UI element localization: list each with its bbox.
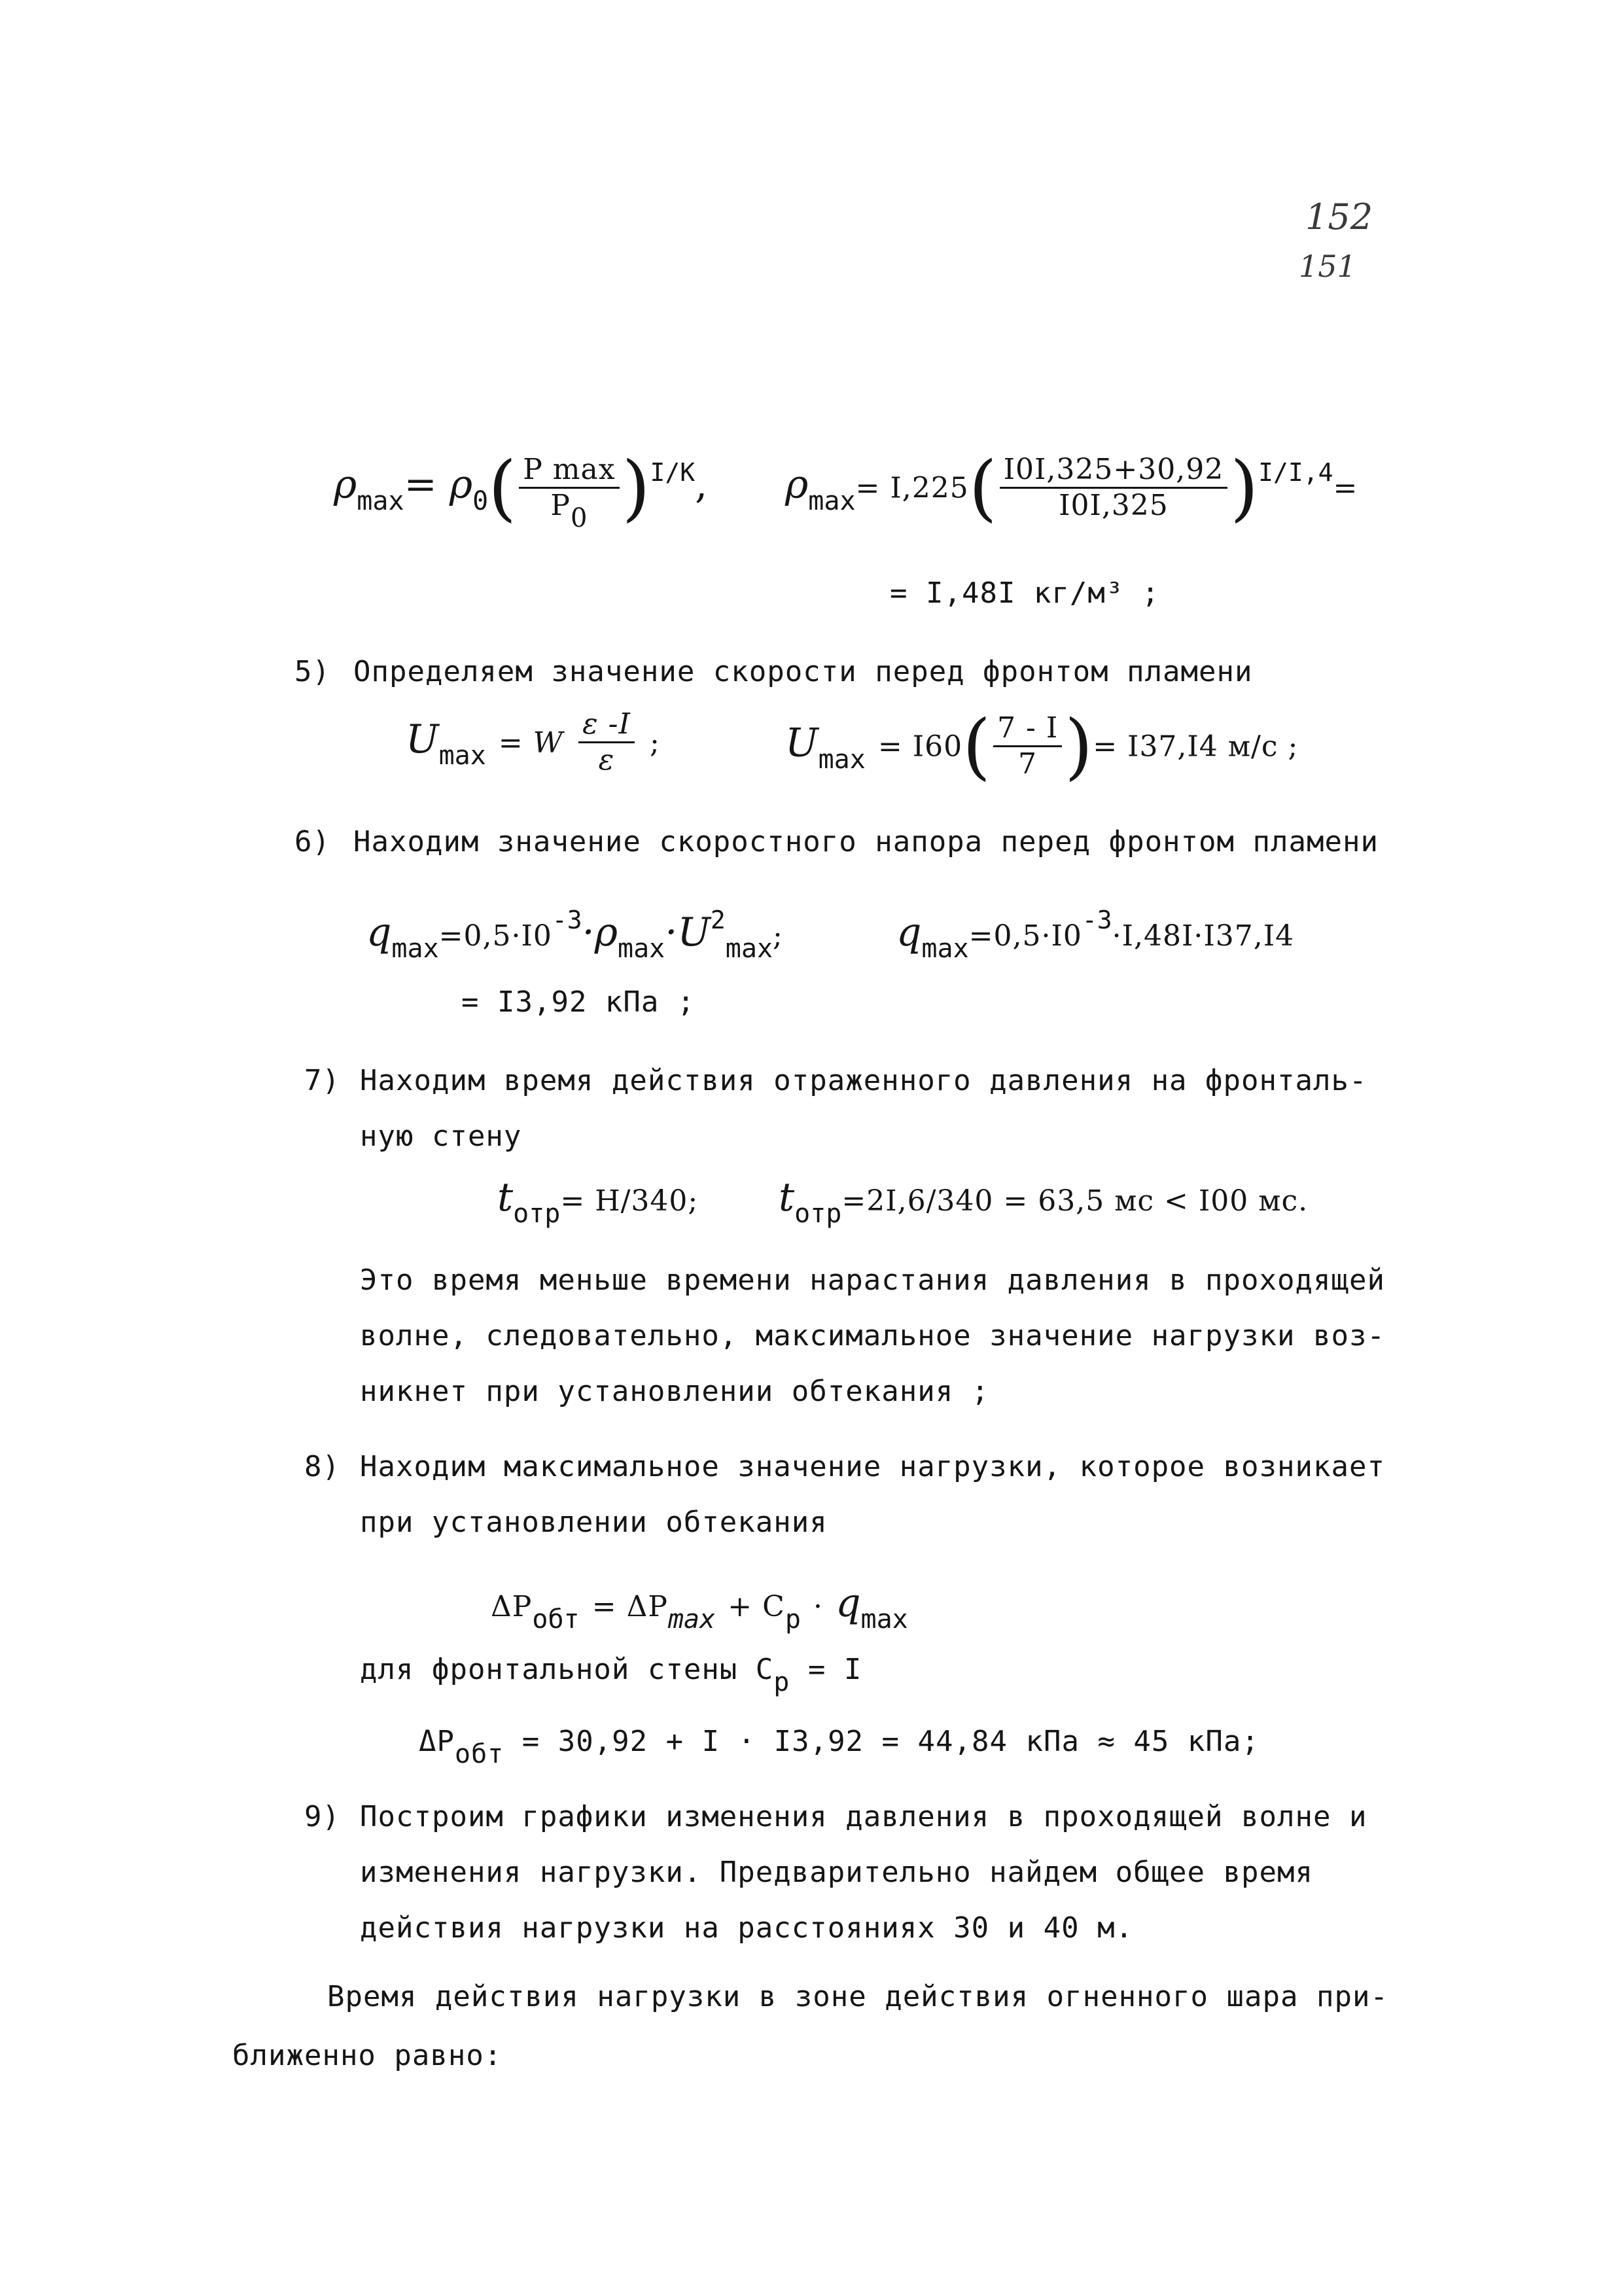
formula-dynamic-pressure: $q_{max}=0,5\cdot I0^{-3}\cdot\rho_{max}\cdot U^2_{max}$;: [366, 906, 783, 964]
formula-load-numeric: ΔPобт = 30,92 + I · I3,92 = 44,84 кПа ≈ 45 кПа;: [419, 1725, 1260, 1769]
item-number: 7): [304, 1064, 340, 1097]
item7-para3: никнет при установлении обтекания ;: [360, 1375, 990, 1408]
formula-density-result: = I,48I кг/м³ ;: [890, 576, 1160, 610]
item6-text: Находим значение скоростного напора перед фронтом пламени: [353, 825, 1379, 858]
item8-cp-line: для фронтальной стены Cp = I: [360, 1653, 862, 1697]
item5-text: Определяем значение скорости перед фронтом пламени: [353, 655, 1253, 688]
formula-reflection-time: $t_{отр}= H/340$;: [497, 1174, 699, 1229]
item9-line1: Построим графики изменения давления в проходящей волне и: [360, 1800, 1367, 1833]
item9-line2: изменения нагрузки. Предварительно найдем общее время: [360, 1856, 1313, 1889]
formula-density-numeric: $\rho_{max}= I,225$( $\frac{I0I,325+30,92}{I0I,325}$ )$^{I/I,4}$=: [785, 446, 1358, 529]
item8-line1: Находим максимальное значение нагрузки, которое возникает: [360, 1450, 1385, 1483]
formula-load: $\Delta P_{обт} = \Delta P_{max} + C_p \cdot q_{max}$: [491, 1580, 908, 1634]
item-number: 5): [294, 655, 330, 688]
final-paragraph-line1: Время действия нагрузки в зоне действия огненного шара при-: [327, 1980, 1388, 2013]
formula-reflection-time-numeric: $t_{отр}=2I,6/340 = 63,5$ мс < I00 мс.: [779, 1174, 1309, 1229]
formula-velocity: $U_{max} = W$ $\frac{\varepsilon -I}{\varepsilon}$ ;: [406, 707, 660, 777]
item-number: 9): [304, 1800, 340, 1833]
item7-para2: волне, следовательно, максимальное значение нагрузки воз-: [360, 1319, 1385, 1352]
formula-dynamic-pressure-numeric: $q_{max}=0,5\cdot I0^{-3}\cdot I,48I\cdot I37,I4$: [896, 906, 1295, 964]
item9-line3: действия нагрузки на расстояниях 30 и 40 м.: [360, 1911, 1134, 1945]
item-number: 8): [304, 1450, 340, 1483]
item7-line1: Находим время действия отраженного давления на фронталь-: [360, 1064, 1367, 1097]
item8-line2: при установлении обтекания: [360, 1506, 828, 1539]
item7-line2: ную стену: [360, 1120, 522, 1153]
item7-para1: Это время меньше времени нарастания давления в проходящей: [360, 1263, 1385, 1297]
page-number-top: 152: [1305, 196, 1373, 238]
formula-dynamic-pressure-result: = I3,92 кПа ;: [461, 985, 696, 1019]
page-number-bottom: 151: [1299, 249, 1356, 284]
formula-velocity-numeric: $U_{max} = I60$( $\frac{7 - I}{7}$ )= I37,I4 м/с ;: [785, 704, 1299, 788]
item-number: 6): [294, 825, 330, 858]
final-paragraph-line2: ближенно равно:: [232, 2039, 502, 2072]
formula-density: $\rho_{max}= \rho_0$( $\frac{\text{P max}}{P0}$ )$^{I/K}$,: [334, 446, 708, 533]
